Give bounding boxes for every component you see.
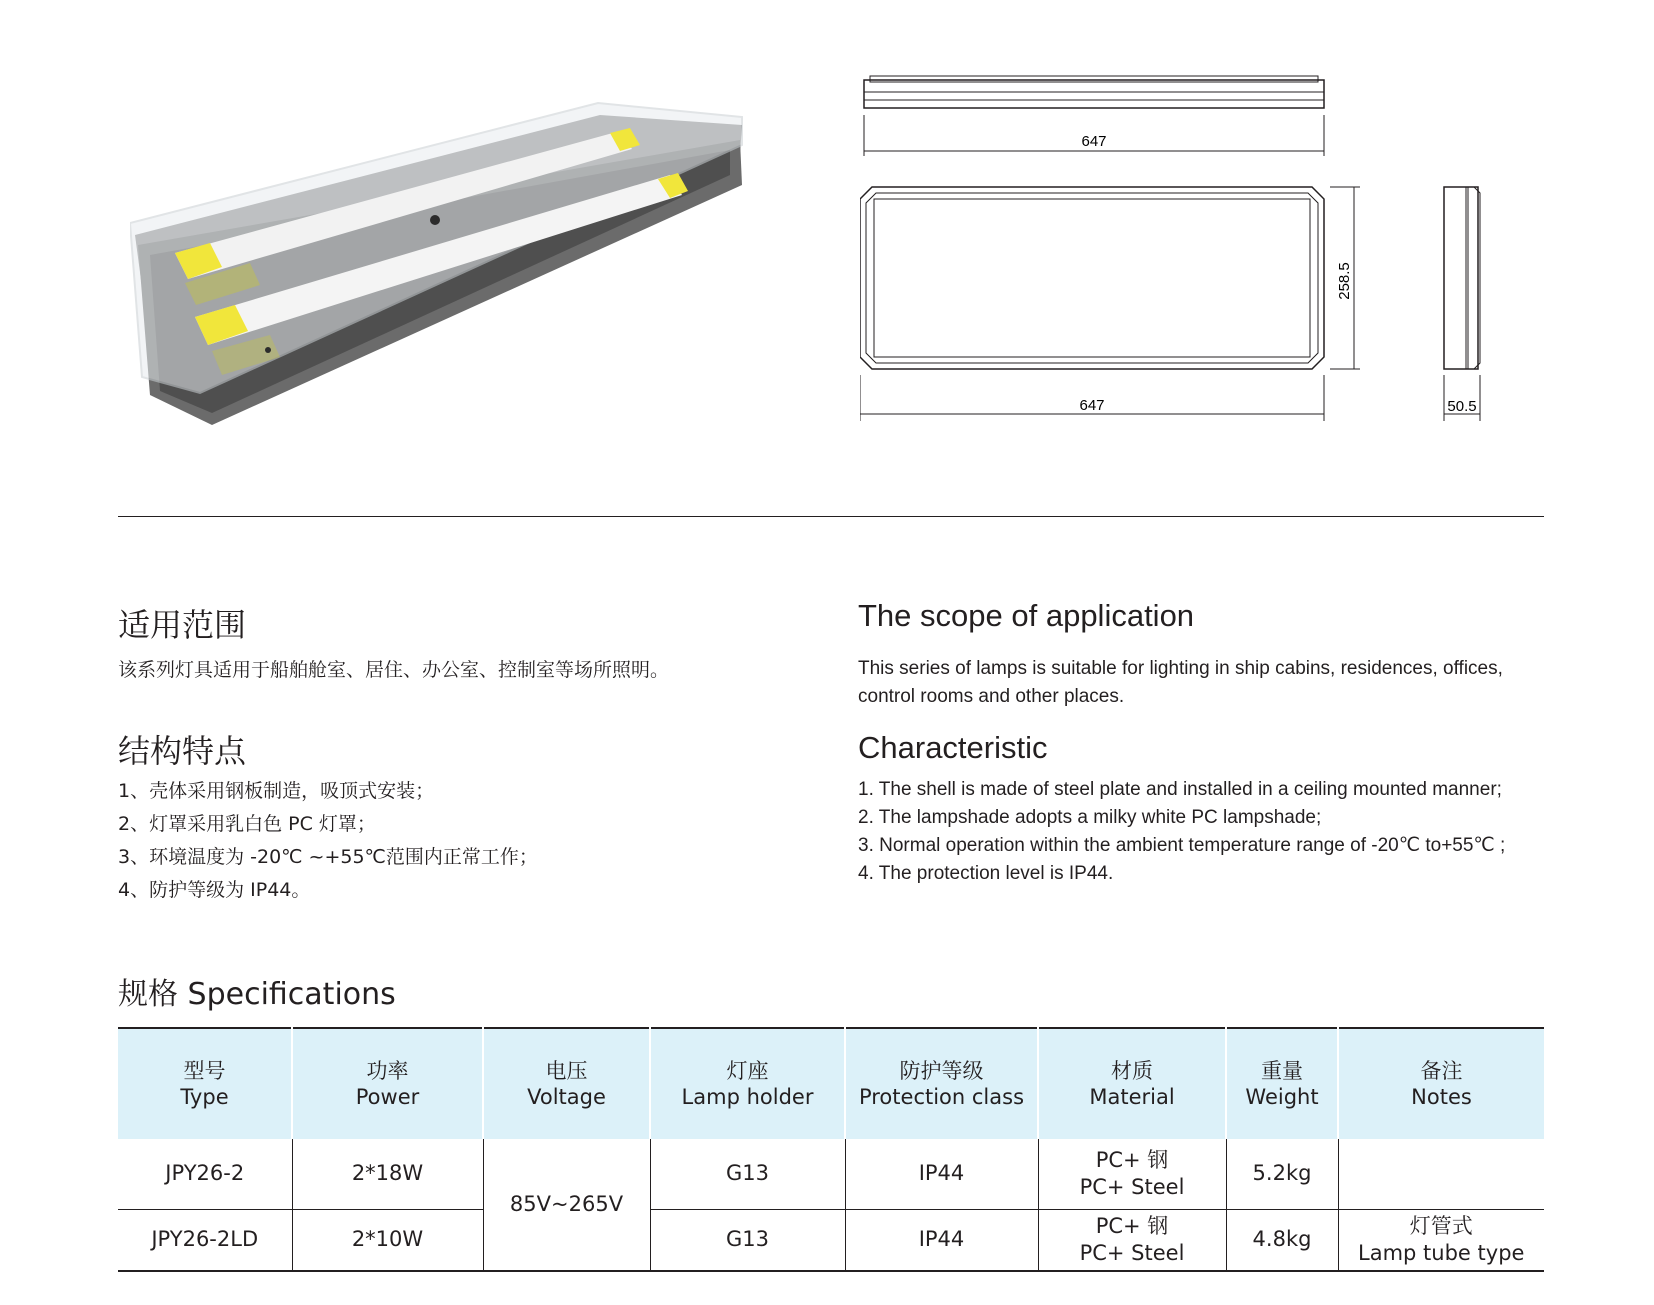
top-view-drawing	[860, 70, 1380, 170]
characteristic-item-en: 1. The shell is made of steel plate and installed in a ceiling mounted manner;	[858, 779, 1502, 800]
section-divider	[118, 516, 1544, 517]
cell-power: 2*10W	[292, 1209, 483, 1271]
cell-material: PC+ 钢 PC+ Steel	[1038, 1139, 1226, 1209]
side-view-depth-label: 50.5	[1447, 398, 1477, 415]
characteristic-list-en	[858, 776, 1548, 888]
cell-material: PC+ 钢 PC+ Steel	[1038, 1209, 1226, 1271]
cell-lamp-holder: G13	[650, 1209, 845, 1271]
top-view-length-label: 647	[1081, 133, 1107, 150]
characteristic-item-cn: 4、防护等级为 IP44。	[118, 879, 311, 901]
cell-voltage: 85V~265V	[483, 1139, 650, 1271]
characteristic-item-cn: 2、灯罩采用乳白色 PC 灯罩；	[118, 813, 376, 835]
cell-notes: 灯管式 Lamp tube type	[1338, 1209, 1544, 1271]
header-protection-class: 防护等级 Protection class	[845, 1028, 1038, 1139]
application-title-en: The scope of application	[858, 598, 1195, 633]
characteristic-item-cn: 1、壳体采用钢板制造，吸顶式安装；	[118, 780, 435, 802]
cell-protection: IP44	[845, 1209, 1038, 1271]
front-view-drawing	[860, 185, 1420, 455]
application-text-en: This series of lamps is suitable for lighting in ship cabins, residences, offices, control rooms and other places.	[858, 658, 1503, 707]
header-power: 功率 Power	[292, 1028, 483, 1139]
specifications-table	[118, 1027, 1544, 1272]
front-view-height-label: 258.5	[1336, 262, 1353, 300]
specifications-title: 规格 Specifications	[118, 977, 396, 1012]
characteristic-title-en: Characteristic	[858, 730, 1048, 765]
characteristic-item-cn: 3、环境温度为 -20℃ ~+55℃范围内正常工作；	[118, 846, 538, 868]
table-row	[118, 1139, 1544, 1209]
characteristic-list-cn	[118, 775, 798, 907]
characteristic-item-en: 3. Normal operation within the ambient temperature range of -20℃ to+55℃ ;	[858, 835, 1506, 856]
cell-protection: IP44	[845, 1139, 1038, 1209]
application-title-cn: 适用范围	[118, 606, 247, 644]
characteristic-item-en: 2. The lampshade adopts a milky white PC lampshade;	[858, 807, 1322, 828]
table-row	[118, 1209, 1544, 1271]
cell-power: 2*18W	[292, 1139, 483, 1209]
header-material: 材质 Material	[1038, 1028, 1226, 1139]
header-voltage: 电压 Voltage	[483, 1028, 650, 1139]
header-type: 型号 Type	[118, 1028, 292, 1139]
characteristic-title-cn: 结构特点	[118, 732, 247, 770]
header-lamp-holder: 灯座 Lamp holder	[650, 1028, 845, 1139]
characteristic-item-en: 4. The protection level is IP44.	[858, 863, 1114, 884]
cell-notes	[1338, 1139, 1544, 1209]
cell-type: JPY26-2LD	[118, 1209, 292, 1271]
cell-weight: 5.2kg	[1226, 1139, 1338, 1209]
side-view-drawing	[1440, 185, 1510, 455]
header-notes: 备注 Notes	[1338, 1028, 1544, 1139]
product-photo	[130, 95, 800, 435]
application-text-cn: 该系列灯具适用于船舶舱室、居住、办公室、控制室等场所照明。	[118, 659, 670, 681]
cell-type: JPY26-2	[165, 1161, 245, 1186]
front-view-length-label: 647	[1079, 397, 1105, 414]
cell-weight: 4.8kg	[1226, 1209, 1338, 1271]
table-header-row	[118, 1028, 1544, 1139]
header-weight: 重量 Weight	[1226, 1028, 1338, 1139]
cell-lamp-holder: G13	[650, 1139, 845, 1209]
